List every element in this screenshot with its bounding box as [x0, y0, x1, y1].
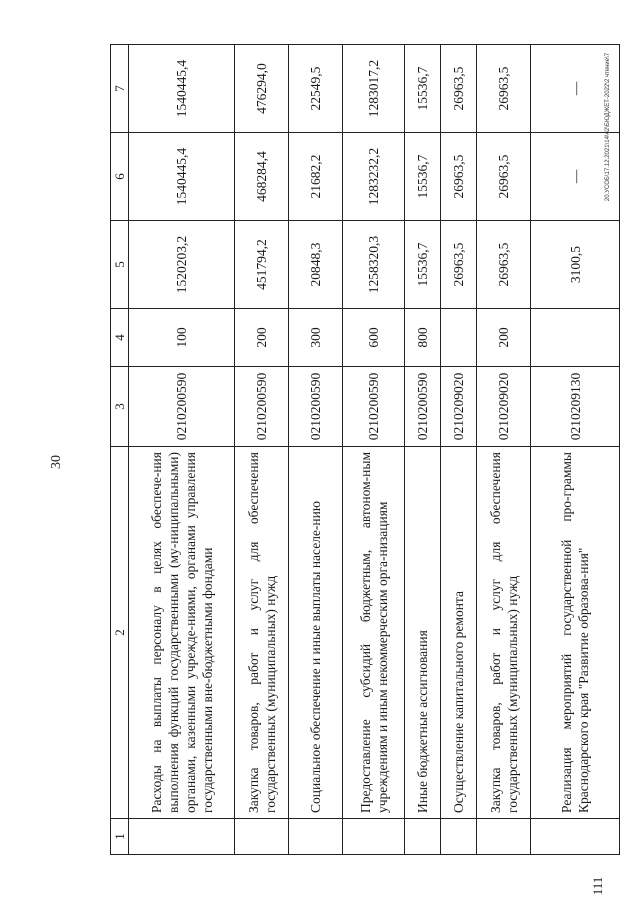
row-value-7: 26963,5 [477, 45, 531, 133]
row-value-6: 21682,2 [289, 133, 343, 221]
row-value-5: 20848,3 [289, 221, 343, 309]
row-value-5: 1520203,2 [129, 221, 235, 309]
row-value-6: 1540445,4 [129, 133, 235, 221]
header-col-2: 2 [111, 447, 129, 819]
row-index-cell [477, 819, 531, 855]
row-name: Осуществление капитального ремонта [441, 447, 477, 819]
row-value-6: — [531, 133, 620, 221]
header-col-5: 5 [111, 221, 129, 309]
page-number-top: 30 [49, 455, 64, 469]
header-col-6: 6 [111, 133, 129, 221]
row-code: 0210200590 [289, 367, 343, 447]
budget-table [110, 44, 620, 855]
row-name: Расходы на выплаты персоналу в целях обеспече-ния выполнения функций государственными (му-ниципальными) органами, казенными учрежде-ниями, органами управления государственными вне-бюджетными фондами [129, 447, 235, 819]
row-value-6: 15536,7 [405, 133, 441, 221]
row-value-5: 26963,5 [441, 221, 477, 309]
row-type: 100 [129, 309, 235, 367]
row-code: 0210200590 [235, 367, 289, 447]
row-name: Предоставление субсидий бюджетным, автоном-ным учреждениям и иным некоммерческим орга-низациям [343, 447, 405, 819]
row-code: 0210200590 [129, 367, 235, 447]
table-row [477, 45, 531, 855]
row-value-5: 3100,5 [531, 221, 620, 309]
row-value-7: 1283017,2 [343, 45, 405, 133]
row-index-cell [289, 819, 343, 855]
row-value-5: 15536,7 [405, 221, 441, 309]
table-row [441, 45, 477, 855]
row-code: 0210209020 [477, 367, 531, 447]
row-type [441, 309, 477, 367]
row-value-7: 26963,5 [441, 45, 477, 133]
row-value-7: 15536,7 [405, 45, 441, 133]
row-type: 200 [235, 309, 289, 367]
row-type: 600 [343, 309, 405, 367]
row-value-6: 26963,5 [477, 133, 531, 221]
row-value-7: 1540445,4 [129, 45, 235, 133]
row-value-7: — [531, 45, 620, 133]
table-row [405, 45, 441, 855]
row-index-cell [531, 819, 620, 855]
table-row [129, 45, 235, 855]
row-name: Закупка товаров, работ и услуг для обеспечения государственных (муниципальных) нужд [477, 447, 531, 819]
row-type: 300 [289, 309, 343, 367]
row-index-cell [405, 819, 441, 855]
row-value-7: 476294,0 [235, 45, 289, 133]
row-type: 200 [477, 309, 531, 367]
table-row [235, 45, 289, 855]
row-code: 0210200590 [343, 367, 405, 447]
row-code: 0210209020 [441, 367, 477, 447]
row-type: 800 [405, 309, 441, 367]
row-name: Социальное обеспечение и иные выплаты населе-нию [289, 447, 343, 819]
rotated-table-wrapper [110, 45, 620, 855]
row-name: Иные бюджетные ассигнования [405, 447, 441, 819]
row-index-cell [129, 819, 235, 855]
table-row [289, 45, 343, 855]
row-index-cell [441, 819, 477, 855]
row-name: Реализация мероприятий государственной про-граммы Краснодарского края "Развитие образова-ния" [531, 447, 620, 819]
footer-file-path: 20.УСОБ\17.12.2021\14\42\БЮДЖЕТ-2022\2 чтение\7 [605, 52, 611, 202]
row-code: 0210209130 [531, 367, 620, 447]
row-value-6: 26963,5 [441, 133, 477, 221]
row-value-5: 26963,5 [477, 221, 531, 309]
page-number-bottom: 111 [590, 876, 605, 896]
row-value-6: 468284,4 [235, 133, 289, 221]
row-value-5: 1258320,3 [343, 221, 405, 309]
row-index-cell [235, 819, 289, 855]
table-row [343, 45, 405, 855]
row-code: 0210200590 [405, 367, 441, 447]
header-col-4: 4 [111, 309, 129, 367]
row-type [531, 309, 620, 367]
row-value-6: 1283232,2 [343, 133, 405, 221]
header-col-1: 1 [111, 819, 129, 855]
table-header-row [111, 45, 129, 855]
header-col-7: 7 [111, 45, 129, 133]
row-value-5: 451794,2 [235, 221, 289, 309]
row-value-7: 22549,5 [289, 45, 343, 133]
header-col-3: 3 [111, 367, 129, 447]
row-name: Закупка товаров, работ и услуг для обеспечения государственных (муниципальных) нужд [235, 447, 289, 819]
row-index-cell [343, 819, 405, 855]
